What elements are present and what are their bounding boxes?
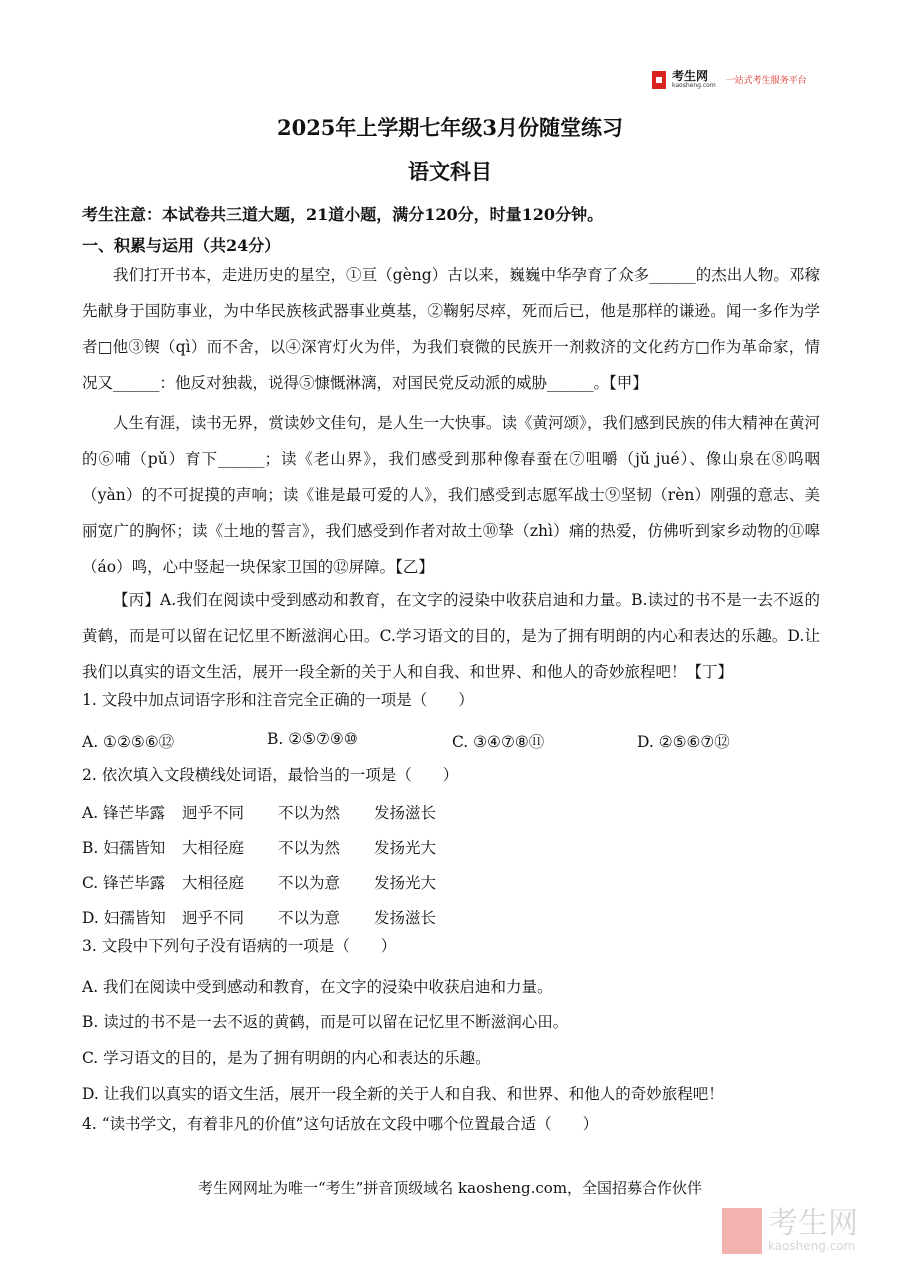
option-word: 不以为然 [278, 839, 341, 857]
option-word: 大相径庭 [182, 874, 245, 892]
question-3-option-c: C. 学习语文的目的，是为了拥有明朗的内心和表达的乐趣。 [82, 1049, 491, 1067]
exam-title: 2025年上学期七年级3月份随堂练习 [276, 115, 624, 140]
option: C. ③④⑦⑧⑪ [452, 733, 545, 751]
passage-paragraph-1: 我们打开书本，走进历史的星空，①亘（gèng）古以来，巍巍中华孕育了众多______的杰出人物。邓稼先献身于国防事业，为中华民族核武器事业奠基，②鞠躬尽瘁，死而后已，他是那样的谦逊。闻一多作为学者□他③锲（qì）而不舍，以④深宵灯火为伴，为我们衰微的民族开一剂救济的文化药方□作为革命家，情况又______：他反对独裁，说得⑤慷慨淋漓，对国民党反动派的威胁______。【甲】 [82, 266, 820, 392]
option-word: 发扬光大 [374, 839, 437, 857]
option-word: 迥乎不同 [182, 909, 245, 927]
watermark-domain: kaosheng.com [768, 1239, 856, 1253]
logo-name: 考生网 [672, 69, 709, 83]
question-2-option-c [82, 871, 470, 893]
question-2-option-d [82, 906, 470, 928]
option-word: 发扬光大 [374, 874, 437, 892]
logo-domain: kaosheng.com [672, 82, 716, 89]
brand-logo [652, 70, 807, 89]
logo-slogan: 一站式考生服务平台 [725, 76, 807, 86]
passage-paragraph-3: 【丙】A.我们在阅读中受到感动和教育，在文字的浸染中收获启迪和力量。B.读过的书不是一去不返的黄鹤，而是可以留在记忆里不断滋润心田。C.学习语文的目的，是为了拥有明朗的内心和表达的乐趣。D.让我们以真实的语文生活，展开一段全新的关于人和自我、和世界、和他人的奇妙旅程吧！【丁】 [82, 591, 820, 681]
question-2-option-b [82, 836, 470, 858]
question-1-options [82, 730, 822, 752]
watermark-logo-icon [722, 1208, 762, 1254]
option-word: 不以为意 [278, 909, 341, 927]
question-3-option-d: D. 让我们以真实的语文生活，展开一段全新的关于人和自我、和世界、和他人的奇妙旅程吧！ [82, 1085, 724, 1103]
page-footer: 考生网网址为唯一“考生”拼音顶级域名 kaosheng.com，全国招募合作伙伴 [197, 1179, 703, 1197]
question-1-stem: 1. 文段中加点词语字形和注音完全正确的一项是（ ） [82, 691, 474, 709]
question-3-option-a: A. 我们在阅读中受到感动和教育，在文字的浸染中收获启迪和力量。 [82, 978, 553, 996]
option-word: B. 妇孺皆知 [82, 839, 166, 857]
question-4-stem: 4. “读书学文，有着非凡的价值”这句话放在文段中哪个位置最合适（ ） [82, 1115, 599, 1133]
question-2-stem: 2. 依次填入文段横线处词语，最恰当的一项是（ ） [82, 766, 459, 784]
option-word: 发扬滋长 [374, 804, 437, 822]
option-word: 不以为然 [278, 804, 341, 822]
option-word: 不以为意 [278, 874, 341, 892]
option-word: 迥乎不同 [182, 804, 245, 822]
option-word: C. 锋芒毕露 [82, 874, 166, 892]
passage-paragraph-2: 人生有涯，读书无界，赏读妙文佳句，是人生一大快事。读《黄河颂》，我们感到民族的伟大精神在黄河的⑥哺（pǔ）育下______；读《老山界》，我们感受到那种像春蚕在⑦咀嚼（jǔ jué）、像山泉在⑧呜咽（yàn）的不可捉摸的声响；读《谁是最可爱的人》，我们感受到志愿军战士⑨坚韧（rèn）刚强的意志、美丽宽广的胸怀；读《土地的誓言》，我们感受到作者对故土⑩挚（zhì）痛的热爱，仿佛听到家乡动物的⑪嗥（áo）鸣，心中竖起一块保家卫国的⑫屏障。【乙】 [82, 414, 820, 576]
question-3-stem: 3. 文段中下列句子没有语病的一项是（ ） [82, 937, 397, 955]
question-3-option-b: B. 读过的书不是一去不返的黄鹤，而是可以留在记忆里不断滋润心田。 [82, 1013, 569, 1031]
section-heading: 一、积累与运用（共24分） [82, 236, 281, 255]
watermark-text: 考生网 [768, 1206, 858, 1241]
exam-subject: 语文科目 [408, 159, 492, 184]
question-2-option-a [82, 801, 470, 823]
watermark [722, 1208, 858, 1254]
option: B. ②⑤⑦⑨⑩ [267, 730, 358, 748]
logo-icon [652, 71, 666, 89]
option: A. ①②⑤⑥⑫ [82, 733, 175, 751]
option-word: D. 妇孺皆知 [82, 909, 166, 927]
option-word: 大相径庭 [182, 839, 245, 857]
option: D. ②⑤⑥⑦⑫ [637, 733, 730, 751]
exam-notice: 考生注意：本试卷共三道大题，21道小题，满分120分，时量120分钟。 [82, 205, 604, 224]
option-word: 发扬滋长 [374, 909, 437, 927]
option-word: A. 锋芒毕露 [82, 804, 166, 822]
